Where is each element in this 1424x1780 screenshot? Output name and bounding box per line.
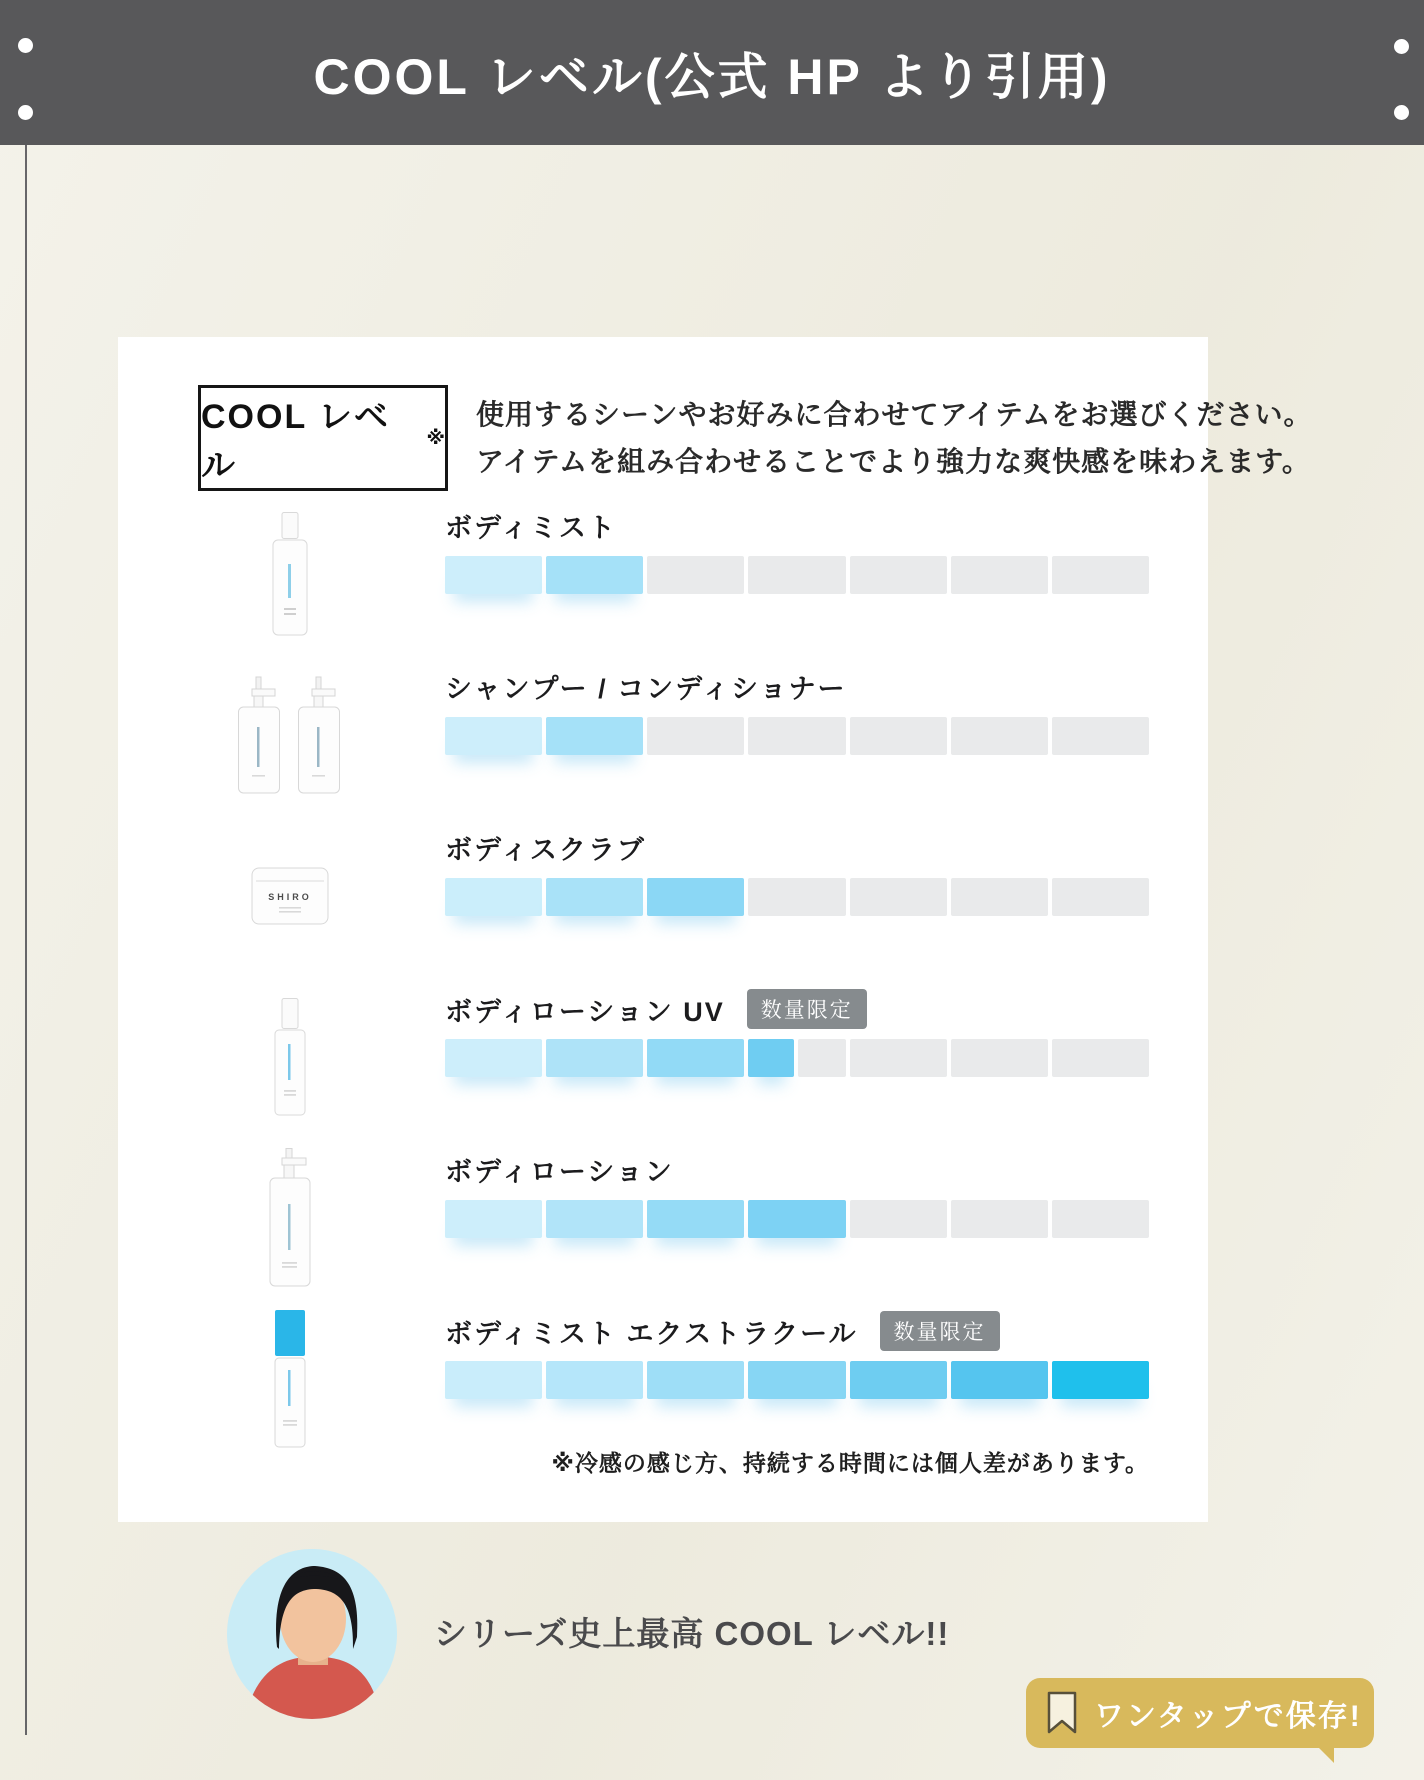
cool-level-bar <box>445 878 1149 916</box>
description-line2: アイテムを組み合わせることでより強力な爽快感を味わえます。 <box>476 446 1311 477</box>
description <box>476 391 1313 485</box>
bar-segment <box>1052 717 1149 755</box>
tall-pump-bottle-icon <box>269 1148 311 1293</box>
product-label: ボディローション UV <box>445 996 725 1027</box>
person-illustration-icon <box>227 1549 397 1719</box>
bar-segment <box>850 1361 947 1399</box>
bar-segment <box>546 717 643 755</box>
binder-dot-icon <box>18 38 33 53</box>
product-row <box>118 510 1208 660</box>
spray-bottle-icon <box>272 512 308 641</box>
product-label: ボディミスト エクストラクール <box>445 1318 858 1349</box>
product-label: ボディローション <box>445 1157 674 1187</box>
pump-bottle-pair-icon <box>238 675 342 800</box>
bar-segment <box>951 717 1048 755</box>
bar-segment <box>647 1361 744 1399</box>
bar-segment <box>1052 1361 1149 1399</box>
bar-segment <box>546 878 643 916</box>
cool-level-bar <box>445 556 1149 594</box>
cool-level-title-mark: ※ <box>426 427 445 449</box>
bookmark-icon <box>1044 1690 1080 1736</box>
bar-segment <box>445 1039 542 1077</box>
cool-level-title: COOL レベル <box>201 398 391 485</box>
cool-level-bar <box>445 1039 1149 1077</box>
avatar <box>227 1549 397 1719</box>
bar-segment <box>445 1200 542 1238</box>
bar-segment <box>546 1039 643 1077</box>
bar-segment <box>546 1200 643 1238</box>
bar-segment <box>850 717 947 755</box>
bar-segment <box>445 556 542 594</box>
bar-segment <box>850 1200 947 1238</box>
bar-segment <box>1052 878 1149 916</box>
bar-segment <box>647 717 744 755</box>
cool-level-title-box <box>198 385 448 491</box>
bar-segment <box>1052 556 1149 594</box>
bar-segment <box>546 556 643 594</box>
bar-segment <box>445 1361 542 1399</box>
binder-dot-icon <box>18 105 33 120</box>
cool-level-card <box>118 337 1313 1522</box>
product-row <box>118 832 1208 982</box>
limited-badge: 数量限定 <box>880 1311 1000 1351</box>
bar-segment <box>748 556 845 594</box>
bar-segment <box>951 1039 1048 1077</box>
jar-icon <box>251 867 329 930</box>
bar-segment <box>647 1039 744 1077</box>
bar-segment <box>445 878 542 916</box>
cyan-cap-bottle-icon <box>274 1310 306 1453</box>
bar-segment <box>546 1361 643 1399</box>
save-button-label: ワンタップで保存! <box>1094 1700 1362 1733</box>
description-line1: 使用するシーンやお好みに合わせてアイテムをお選びください。 <box>476 399 1313 430</box>
bar-segment <box>850 556 947 594</box>
bar-segment <box>748 878 845 916</box>
bar-segment <box>951 1361 1048 1399</box>
header-bar <box>0 0 1424 145</box>
svg-text:SHIRO: SHIRO <box>268 892 312 902</box>
bar-segment <box>748 1361 845 1399</box>
cool-level-bar <box>445 1361 1149 1399</box>
bar-segment <box>951 556 1048 594</box>
footnote: ※冷感の感じ方、持続する時間には個人差があります。 <box>551 1450 1149 1476</box>
bar-segment <box>748 1039 845 1077</box>
bar-segment <box>748 1200 845 1238</box>
bar-segment <box>850 1039 947 1077</box>
product-row <box>118 1315 1208 1465</box>
bar-segment <box>647 556 744 594</box>
bar-segment <box>951 878 1048 916</box>
binder-line <box>25 145 27 1735</box>
save-button[interactable] <box>1026 1678 1374 1748</box>
binder-dot-icon <box>1394 105 1409 120</box>
limited-badge: 数量限定 <box>747 989 867 1029</box>
bar-segment <box>951 1200 1048 1238</box>
bar-segment <box>445 717 542 755</box>
slim-bottle-icon <box>274 998 306 1121</box>
quote-text: シリーズ史上最高 COOL レベル!! <box>434 1615 950 1652</box>
badge-tail <box>1314 1743 1334 1763</box>
binder-dot-icon <box>1394 39 1409 54</box>
product-label: ボディスクラブ <box>445 835 646 865</box>
bar-segment <box>1052 1200 1149 1238</box>
product-row <box>118 1154 1208 1304</box>
bar-segment <box>647 878 744 916</box>
product-row <box>118 671 1208 821</box>
cool-level-bar <box>445 1200 1149 1238</box>
bar-segment <box>647 1200 744 1238</box>
bar-segment <box>1052 1039 1149 1077</box>
bar-segment <box>850 878 947 916</box>
bar-segment <box>748 717 845 755</box>
product-label: ボディミスト <box>445 513 617 543</box>
product-row <box>118 993 1208 1143</box>
product-label: シャンプー / コンディショナー <box>445 674 847 704</box>
page-title: COOL レベル(公式 HP より引用) <box>313 48 1111 105</box>
cool-level-bar <box>445 717 1149 755</box>
